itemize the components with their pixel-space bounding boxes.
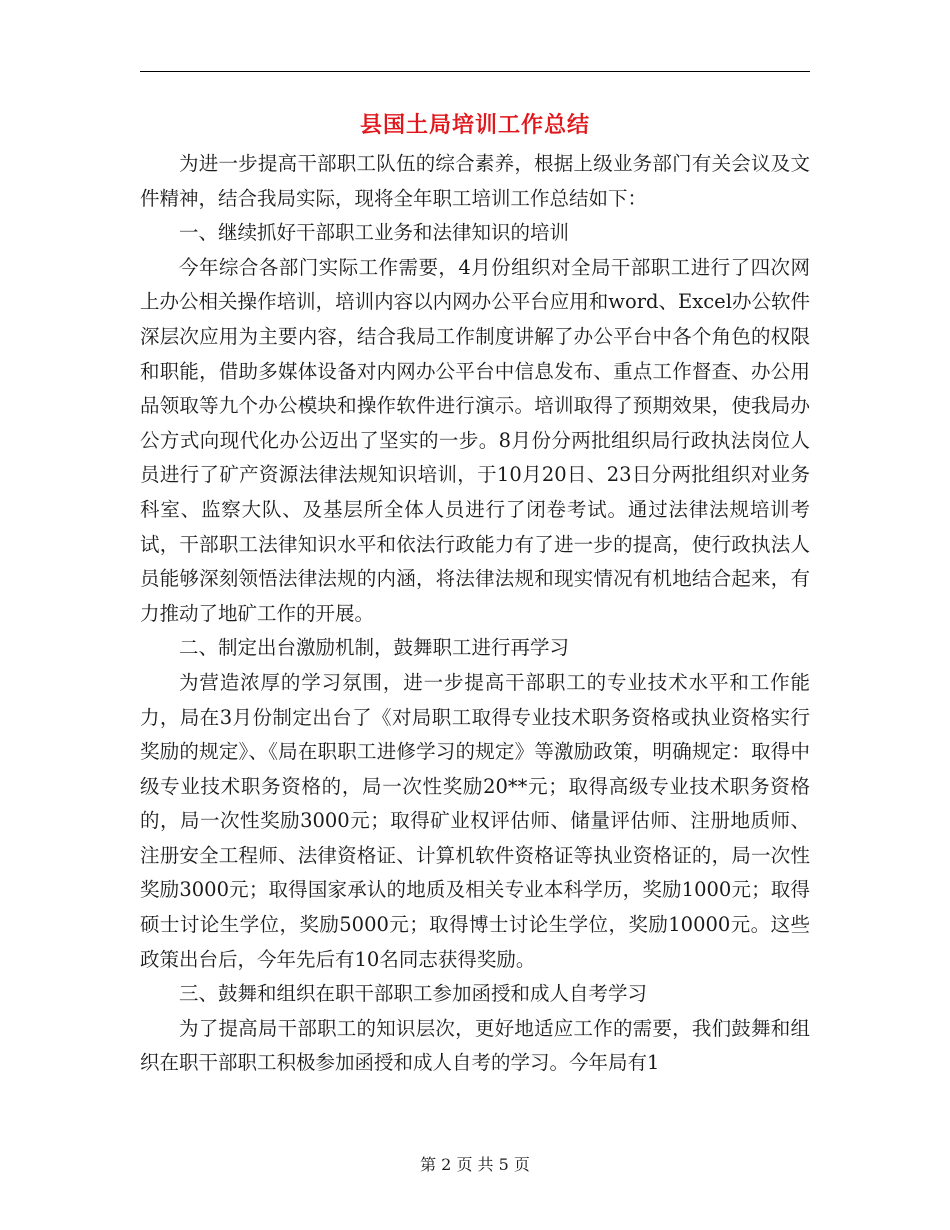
section-1-paragraph: 今年综合各部门实际工作需要，4月份组织对全局干部职工进行了四次网上办公相关操作培训，培训内容以内网办公平台应用和word、Excel办公软件深层次应用为主要内容，结合我局工作制度讲解了办公平台中各个角色的权限和职能，借助多媒体设备对内网办公平台中信息发布、重点工作督查、办公用品领取等九个办公模块和操作软件进行演示。培训取得了预期效果，使我局办公方式向现代化办公迈出了坚实的一步。8月份分两批组织局行政执法岗位人员进行了矿产资源法律法规知识培训，于10月20日、23日分两批组织对业务科室、监察大队、及基层所全体人员进行了闭卷考试。通过法律法规培训考试，干部职工法律知识水平和依法行政能力有了进一步的提高，使行政执法人员能够深刻领悟法律法规的内涵，将法律法规和现实情况有机地结合起来，有力推动了地矿工作的开展。 [140,255,810,625]
section-3-paragraph: 为了提高局干部职工的知识层次，更好地适应工作的需要，我们鼓舞和组织在职干部职工积极参加函授和成人自考的学习。今年局有1 [140,1016,810,1075]
page-number-footer: 第 2 页 共 5 页 [420,1155,530,1174]
document-body [140,147,810,1081]
header-rule [140,71,810,72]
section-heading-1: 一、继续抓好干部职工业务和法律知识的培训 [179,221,570,245]
section-2-paragraph: 为营造浓厚的学习氛围，进一步提高干部职工的专业技术水平和工作能力，局在3月份制定出台了《对局职工取得专业技术职务资格或执业资格实行奖励的规定》、《局在职职工进修学习的规定》等激励政策，明确规定：取得中级专业技术职务资格的，局一次性奖励20**元；取得高级专业技术职务资格的，局一次性奖励3000元；取得矿业权评估师、储量评估师、注册地质师、注册安全工程师、法律资格证、计算机软件资格证等执业资格证的，局一次性奖励3000元；取得国家承认的地质及相关专业本科学历，奖励1000元；取得硕士讨论生学位，奖励5000元；取得博士讨论生学位，奖励10000元。这些政策出台后，今年先后有10名同志获得奖励。 [140,670,810,971]
section-heading-2: 二、制定出台激励机制，鼓舞职工进行再学习 [179,636,570,660]
document-title: 县国土局培训工作总结 [359,112,590,138]
section-heading-3: 三、鼓舞和组织在职干部职工参加函授和成人自考学习 [179,982,648,1006]
intro-paragraph: 为进一步提高干部职工队伍的综合素养，根据上级业务部门有关会议及文件精神，结合我局实际，现将全年职工培训工作总结如下： [140,152,810,210]
